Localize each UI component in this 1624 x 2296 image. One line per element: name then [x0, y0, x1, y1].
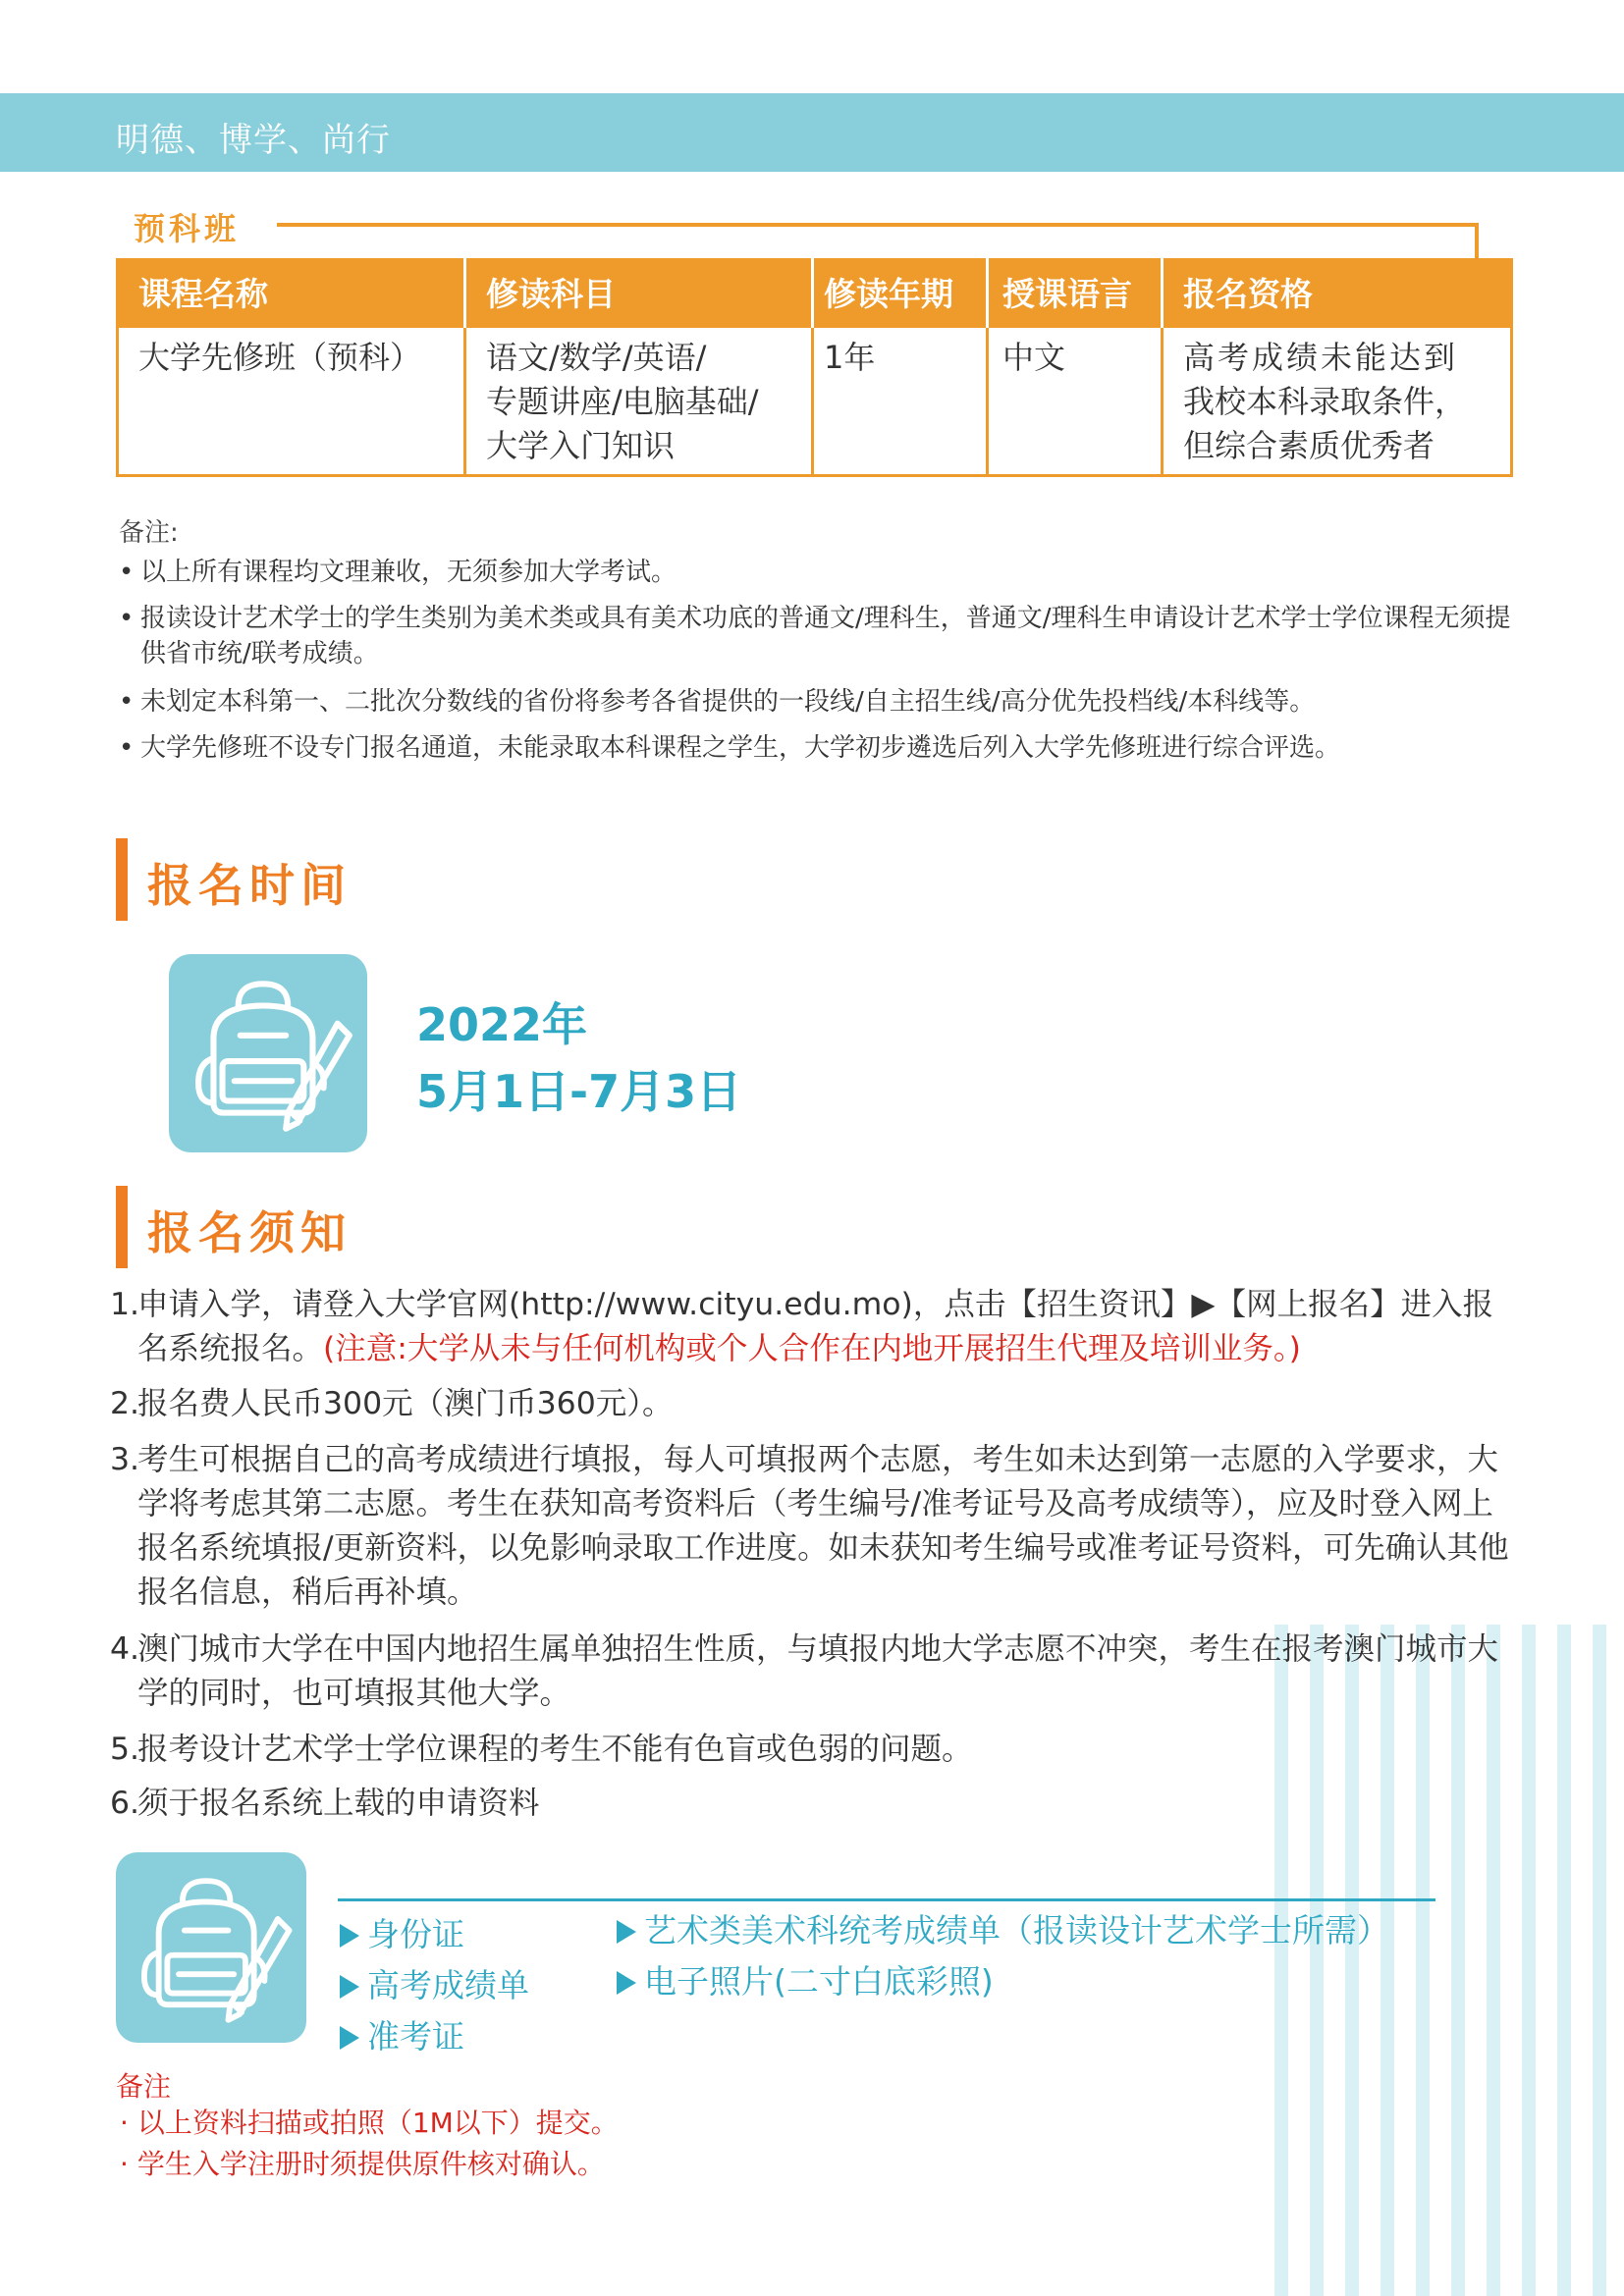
cell-duration: 1年: [813, 327, 988, 476]
document-item: 艺术类美术科统考成绩单（报读设计艺术学士所需）: [617, 1910, 1389, 1951]
cell-language: 中文: [988, 327, 1163, 476]
prep-class-label: 预科班: [134, 210, 241, 247]
remarks-title: 备注:: [119, 518, 179, 548]
cell-subjects: [465, 327, 813, 476]
header-course-name: 课程名称: [118, 258, 465, 327]
notice-item: 4. 澳门城市大学在中国内地招生属单独招生性质，与填报内地大学志愿不冲突，考生在报考澳门城市大学的同时，也可填报其他大学。: [110, 1631, 1499, 1711]
bottom-remark-item: · 以上资料扫描或拍照（1M以下）提交。: [120, 2107, 619, 2139]
remark-item: • 大学先修班不设专门报名通道，未能录取本科课程之学生，大学初步遴选后列入大学先修班进行综合评选。: [119, 733, 1341, 763]
table-header-row: [118, 258, 1512, 327]
prep-class-divider-end: [1475, 223, 1479, 258]
bottom-remarks-title: 备注: [116, 2070, 172, 2103]
header-qualification: 报名资格: [1163, 258, 1512, 327]
documents-divider: [338, 1898, 1435, 1901]
bottom-remark-item: · 学生入学注册时须提供原件核对确认。: [120, 2148, 605, 2180]
qualification-line: 我校本科录取条件，: [1183, 383, 1467, 420]
section-bar: [116, 1186, 128, 1268]
document-item: 身份证: [340, 1914, 464, 1955]
header-language: 授课语言: [988, 258, 1163, 327]
document-item: 电子照片(二寸白底彩照): [617, 1961, 994, 2002]
registration-year: 2022年: [416, 998, 588, 1051]
notice-item: 3. 考生可根据自己的高考成绩进行填报，每人可填报两个志愿，考生如未达到第一志愿的入学要求，大学将考虑其第二志愿。考生在获知高考资料后（考生编号/准考证号及高考成绩等），应及时登入网上报名系统填报/更新资料，以免影响录取工作进度。如未获知考生编号或准考证号资料，可先确认其他报名信息，稍后再补填。: [110, 1442, 1509, 1610]
registration-notice-title: 报名须知: [147, 1206, 352, 1259]
document-item: 高考成绩单: [340, 1965, 529, 2006]
cell-qualification: [1163, 327, 1512, 476]
section-bar: [116, 838, 128, 921]
triangle-bullet-icon: [617, 1920, 636, 1944]
course-table: [116, 258, 1513, 477]
qualification-line: 但综合素质优秀者: [1183, 427, 1435, 464]
registration-date-range: 5月1日-7月3日: [416, 1065, 742, 1118]
motto-text: 明德、博学、尚行: [116, 121, 391, 160]
triangle-bullet-icon: [340, 2026, 359, 2050]
header-duration: 修读年期: [813, 258, 988, 327]
remark-item: • 未划定本科第一、二批次分数线的省份将参考各省提供的一段线/自主招生线/高分优先投档线/本科线等。: [119, 687, 1316, 717]
cell-course-name: 大学先修班（预科）: [118, 327, 465, 476]
triangle-bullet-icon: [617, 1971, 636, 1995]
triangle-bullet-icon: [340, 1924, 359, 1948]
decorative-stripes: [1274, 1625, 1624, 2296]
subjects-line: 大学入门知识: [486, 427, 676, 464]
notice-item: 6. 须于报名系统上载的申请资料: [110, 1786, 540, 1821]
document-item: 准考证: [340, 2016, 464, 2057]
subjects-line: 语文/数学/英语/: [486, 339, 707, 376]
header-band: [0, 93, 1624, 172]
table-row: [118, 327, 1512, 476]
backpack-pencil-icon: [116, 1852, 306, 2043]
triangle-bullet-icon: [340, 1975, 359, 1999]
notice-item: 1. 申请入学，请登入大学官网(http://www.cityu.edu.mo)，点击【招生资讯】▶【网上报名】进入报名系统报名。(注意:大学从未与任何机构或个人合作在内地开展招生代理及培训业务。): [110, 1287, 1494, 1366]
header-subjects: 修读科目: [465, 258, 813, 327]
subjects-line: 专题讲座/电脑基础/: [486, 383, 759, 420]
notice-item: 5. 报考设计艺术学士学位课程的考生不能有色盲或色弱的问题。: [110, 1732, 973, 1767]
remark-item: • 报读设计艺术学士的学生类别为美术类或具有美术功底的普通文/理科生，普通文/理科生申请设计艺术学士学位课程无须提供省市统/联考成绩。: [119, 604, 1511, 668]
registration-time-title: 报名时间: [147, 859, 352, 912]
prep-class-divider: [277, 223, 1479, 227]
notice-warning: (注意:大学从未与任何机构或个人合作在内地开展招生代理及培训业务。): [323, 1331, 1301, 1366]
backpack-pencil-icon: [169, 954, 367, 1152]
qualification-line: 高考成绩未能达到: [1183, 339, 1459, 376]
notice-item: 2. 报名费人民币300元（澳门币360元）。: [110, 1386, 674, 1421]
remark-item: • 以上所有课程均文理兼收，无须参加大学考试。: [119, 558, 677, 587]
